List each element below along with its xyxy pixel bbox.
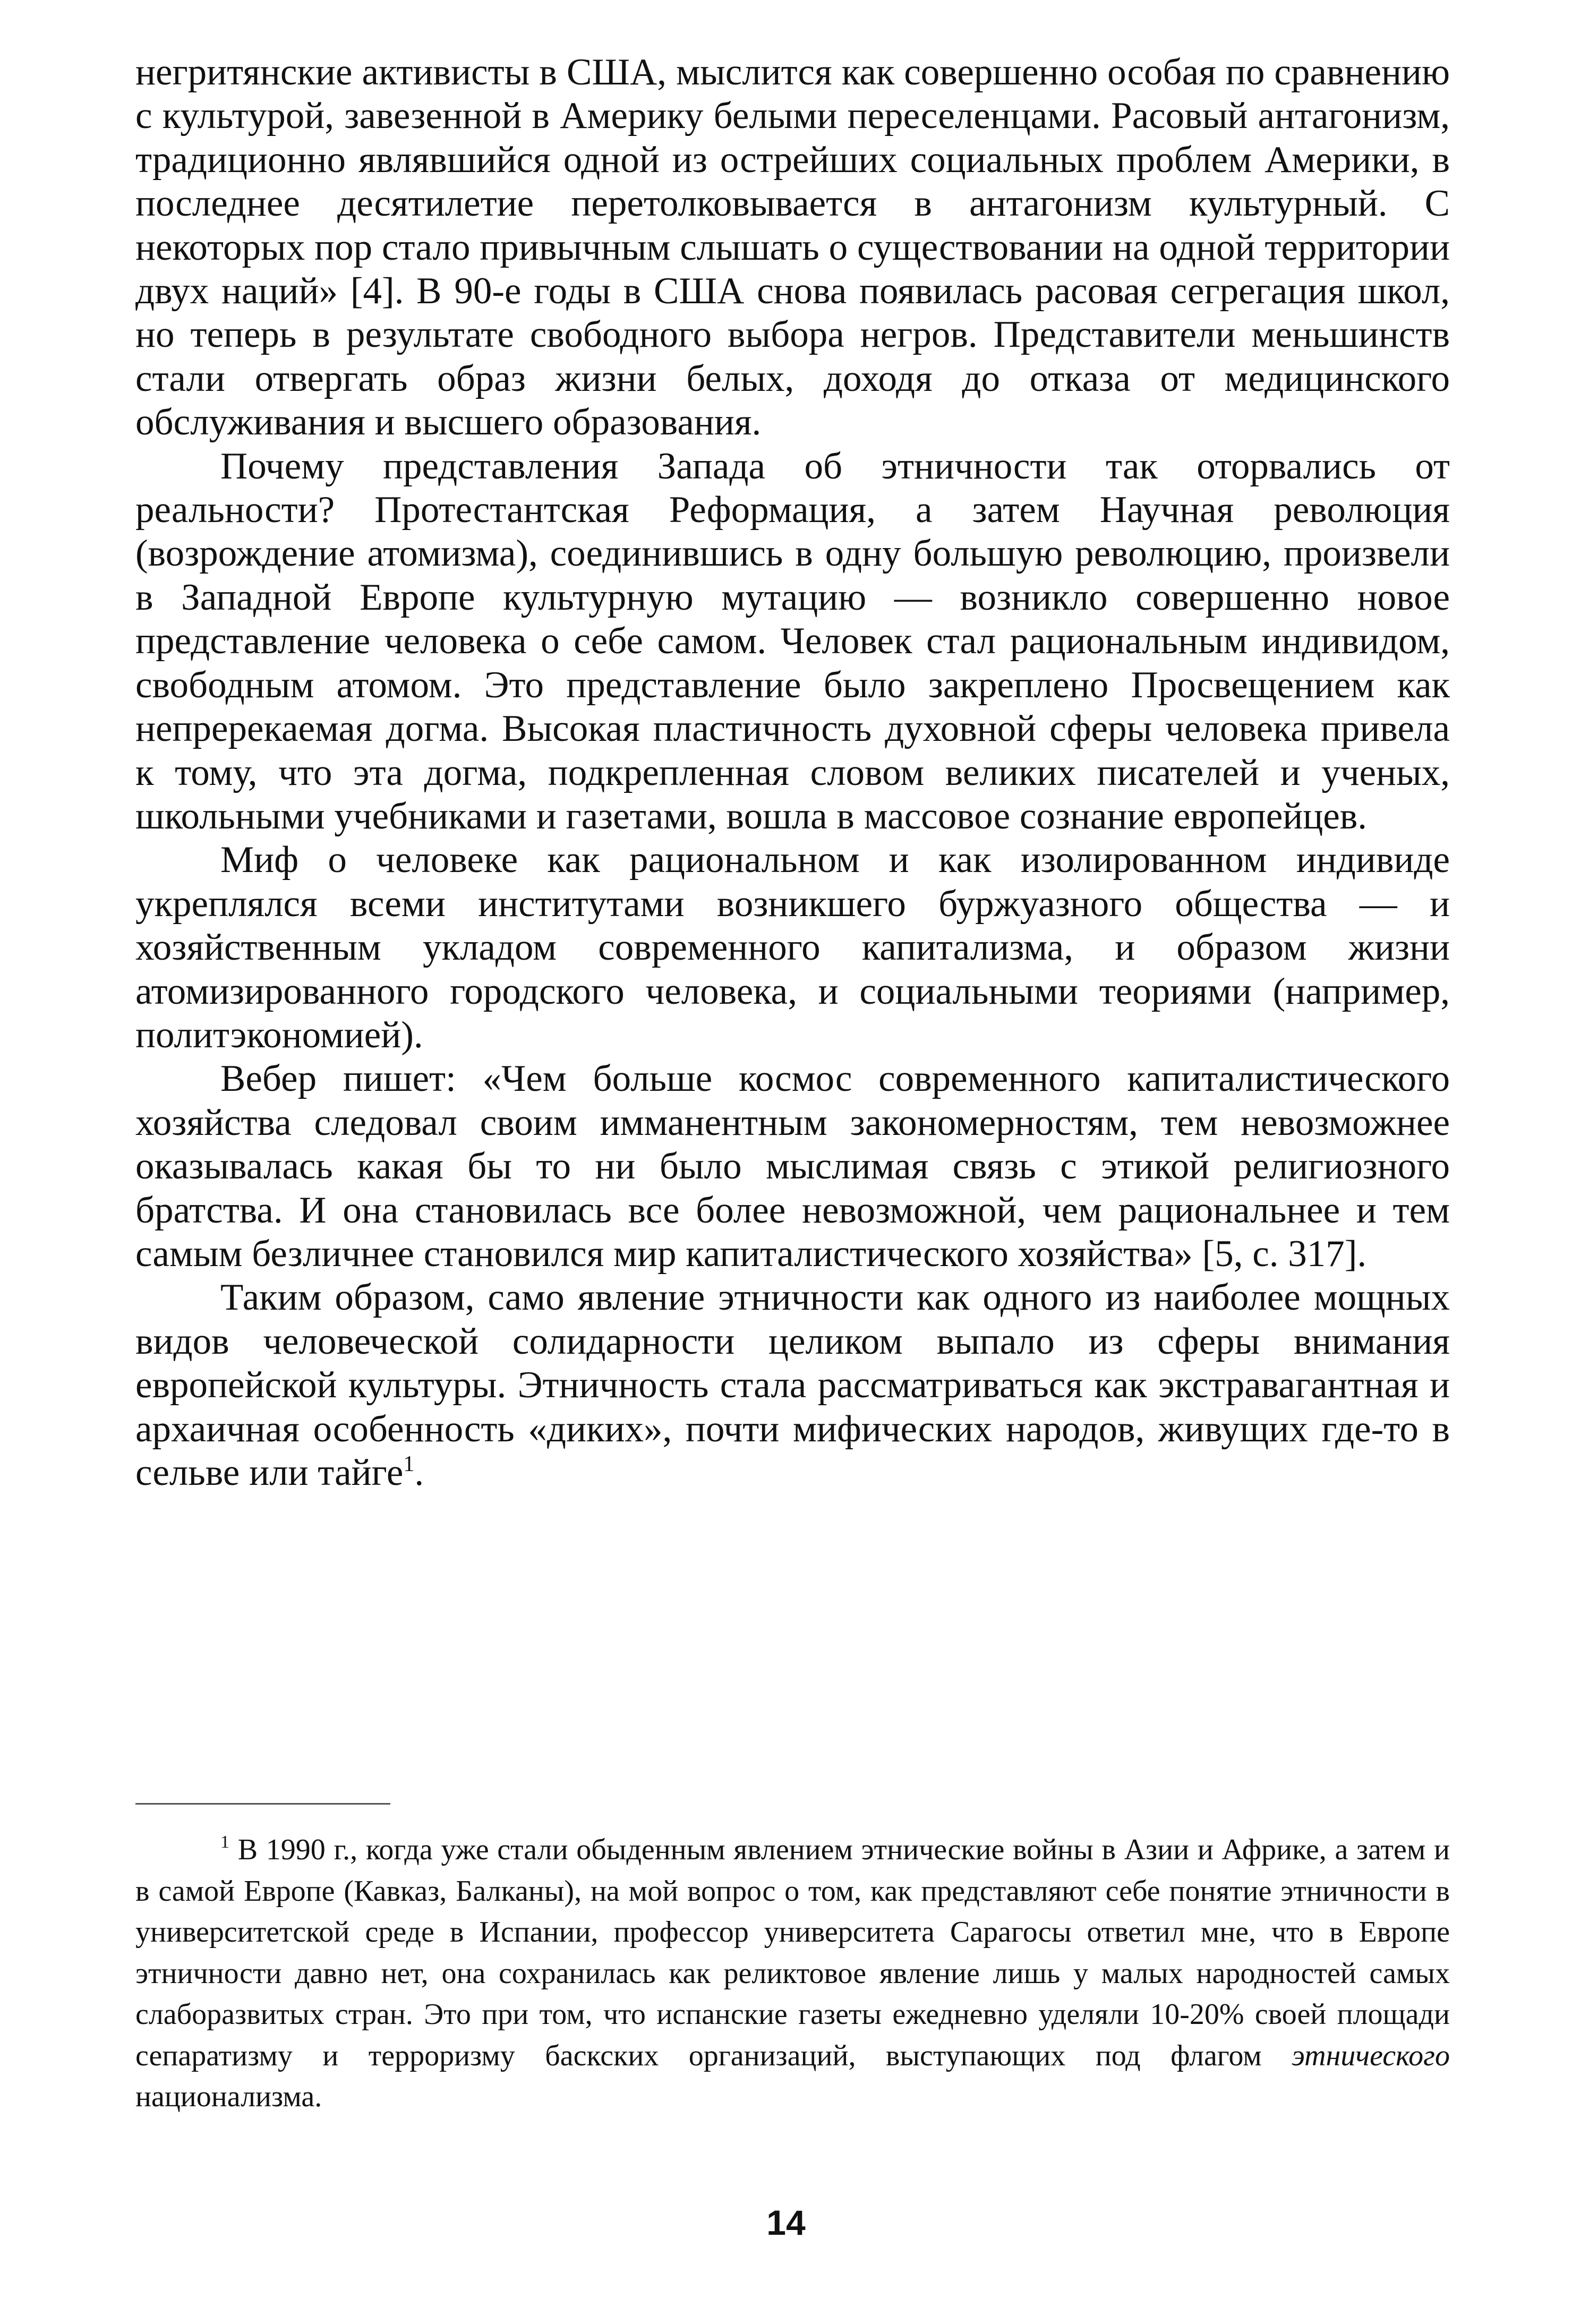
footnote-marker: 1 <box>220 1832 229 1852</box>
footnote-separator <box>135 1803 390 1805</box>
footnote-text-end: национализма. <box>135 2080 322 2113</box>
footnote-text: В 1990 г., когда уже стали обыденным явлением этнические войны в Азии и Африке, а затем и в самой Европе (Кавказ, Балканы), на мой вопрос о том, как представляют себе понятие этничности в университетской среде в Испании, профессор университета Сарагосы ответил мне, что в Европе этничности давно нет, она сохранилась как реликтовое явление лишь у малых народностей самых слаборазвитых стран. Это при том, что испанские газеты ежедневно уделяли 10-20% своей площади сепаратизму и терроризму баскских организаций, выступающих под флагом <box>135 1833 1450 2072</box>
paragraph-continuation: негритянские активисты в США, мыслится как совершенно особая по сравнению с культурой, завезенной в Америку белыми переселенцами. Расовый антагонизм, традиционно являвшийся одной из острейших социальных проблем Америки, в последнее десятилетие перетолковывается в антагонизм культурный. С некоторых пор стало привычным слышать о существовании на одной территории двух наций» [4]. В 90-е годы в США снова появилась расовая сегрегация школ, но теперь в результате свободного выбора негров. Представители меньшинств стали отвергать образ жизни белых, доходя до отказа от медицинского обслуживания и высшего образования. <box>135 52 1450 443</box>
paragraph-text: Таким образом, само явление этничности как одного из наиболее мощных видов человеческой солидарности целиком выпало из сферы внимания европейской культуры. Этничность стала рассматриваться как экстравагантная и архаичная особенность «диких», почти мифических народов, живущих где-то в сельве или тайге <box>135 1277 1450 1493</box>
paragraph: Миф о человеке как рациональном и как изолированном индивиде укреплялся всеми институтами возникшего буржуазного общества — и хозяйственным укладом современного капитализма, и образом жизни атомизированного городского человека, и социальными теориями (например, политэкономией). <box>135 839 1450 1056</box>
footnote <box>135 1830 1450 2118</box>
footnote-italic-text: этнического <box>1292 2039 1450 2072</box>
paragraph: Почему представления Запада об этничности так оторвались от реальности? Протестантская Реформация, а затем Научная революция (возрождение атомизма), соединившись в одну большую революцию, произвели в Западной Европе культурную мутацию — возникло совершенно новое представление человека о себе самом. Человек стал рациональным индивидом, свободным атомом. Это представление было закреплено Просвещением как непререкаемая догма. Высокая пластичность духовной сферы человека привела к тому, что эта догма, подкрепленная словом великих писателей и ученых, школьными учебниками и газетами, вошла в массовое сознание европейцев. <box>135 445 1450 837</box>
paragraph: Вебер пишет: «Чем больше космос современного капиталистического хозяйства следовал своим имманентным закономерностям, тем невозможнее оказывалась какая бы то ни было мыслимая связь с этикой религиозного братства. И она становилась все более невозможной, чем рациональнее и тем самым безличнее становился мир капиталистического хозяйства» [5, с. 317]. <box>135 1058 1450 1275</box>
footnote-reference: 1 <box>403 1452 415 1476</box>
main-text <box>135 50 1450 1494</box>
page-number: 14 <box>766 2203 806 2242</box>
paragraph-with-footnote: Таким образом, само явление этничности как одного из наиболее мощных видов человеческой солидарности целиком выпало из сферы внимания европейской культуры. Этничность стала рассматриваться как экстравагантная и архаичная особенность «диких», почти мифических народов, живущих где-то в сельве или тайге$^1$. <box>135 1277 1450 1493</box>
